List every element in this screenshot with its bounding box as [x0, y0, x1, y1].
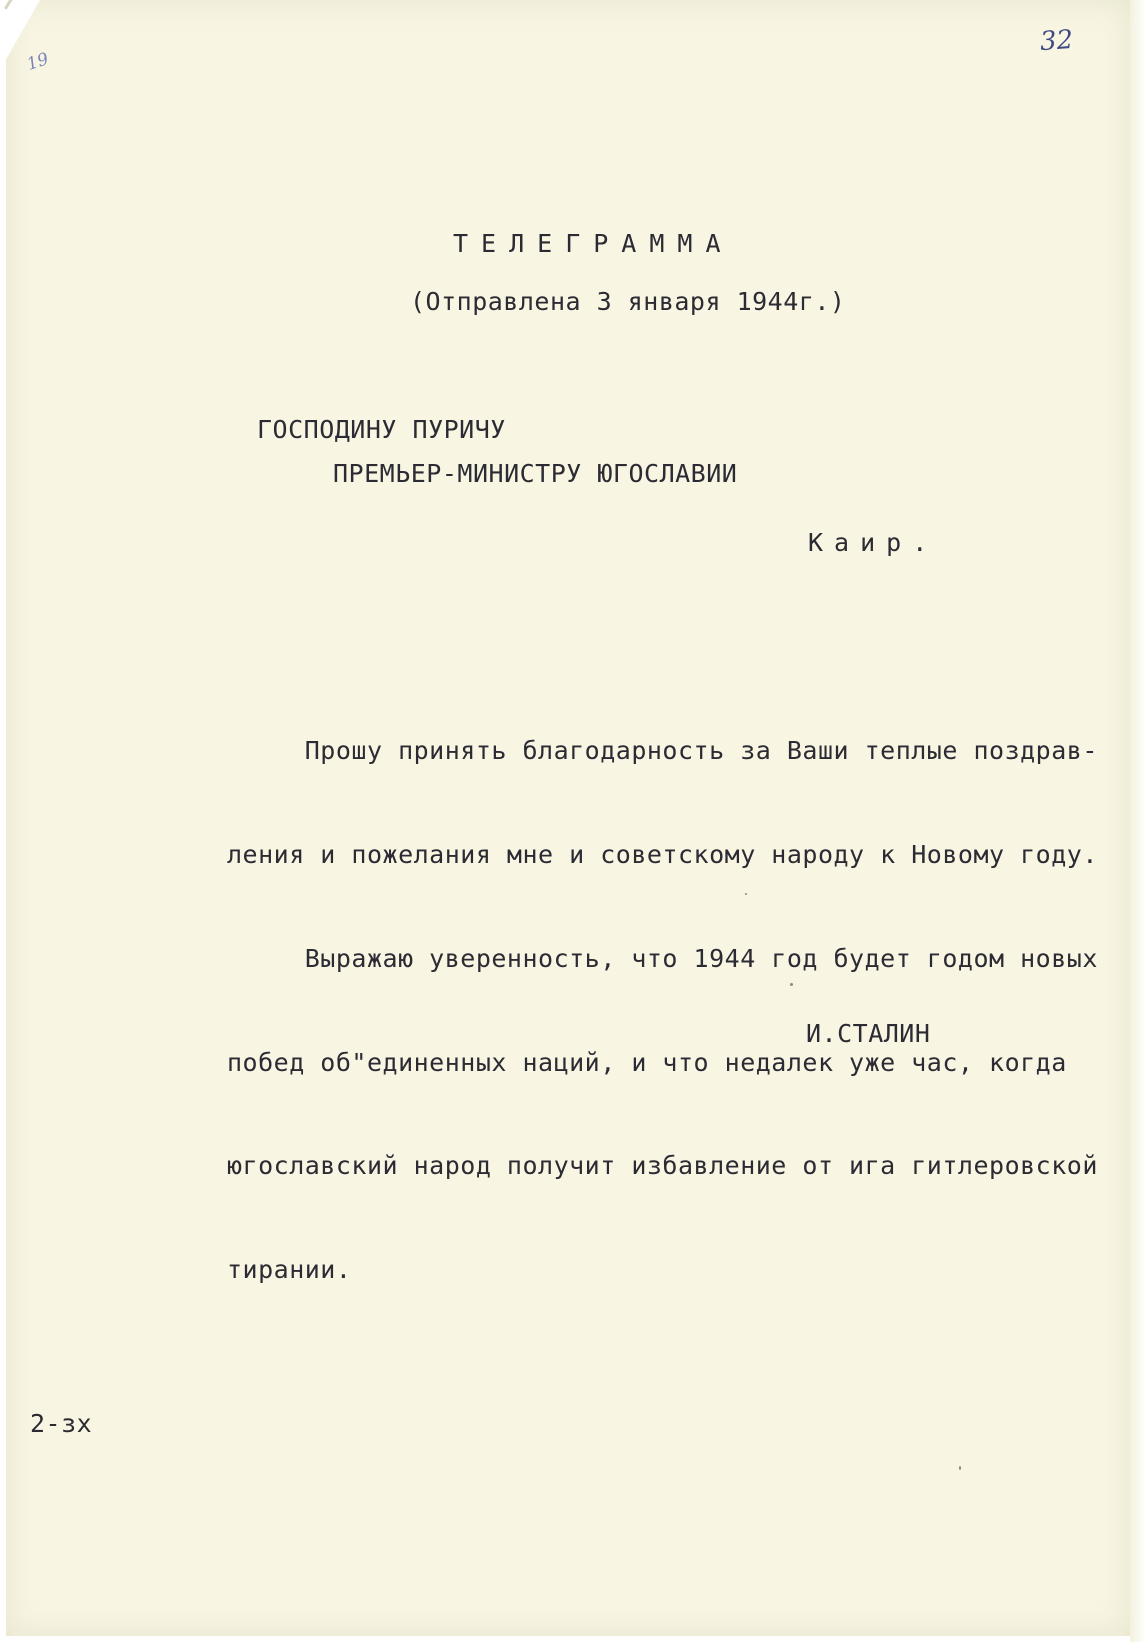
typist-code: 2-зх	[30, 1409, 93, 1438]
recipient-position: ПРЕМЬЕР-МИНИСТРУ ЮГОСЛАВИИ	[333, 459, 738, 488]
paper-speck	[745, 893, 747, 895]
recipient-city: Каир.	[808, 528, 939, 557]
document-title: ТЕЛЕГРАММА	[453, 229, 734, 258]
body-line: Прошу принять благодарность за Ваши теплые поздрав-	[227, 736, 1098, 766]
page-number: 32	[1038, 24, 1075, 58]
paper-edge	[1130, 0, 1146, 1642]
body-line: побед об"единенных наций, и что недалек уже час, когда	[227, 1047, 1067, 1077]
corner-mark: 19	[24, 49, 52, 75]
body-line: югославский народ получит избавление от ига гитлеровской	[227, 1151, 1098, 1181]
body-line: тирании.	[227, 1255, 352, 1285]
signature: И.СТАЛИН	[806, 1019, 931, 1048]
body-line: Выражаю уверенность, что 1944 год будет годом новых	[227, 943, 1098, 973]
recipient-name: ГОСПОДИНУ ПУРИЧУ	[257, 415, 506, 444]
paper-speck	[790, 983, 793, 986]
paper-speck	[959, 1466, 961, 1470]
body-line: ления и пожелания мне и советскому народу к Новому году.	[227, 839, 1098, 869]
sent-date-line: (Отправлена 3 января 1944г.)	[410, 287, 846, 316]
message-body	[227, 665, 1098, 1357]
